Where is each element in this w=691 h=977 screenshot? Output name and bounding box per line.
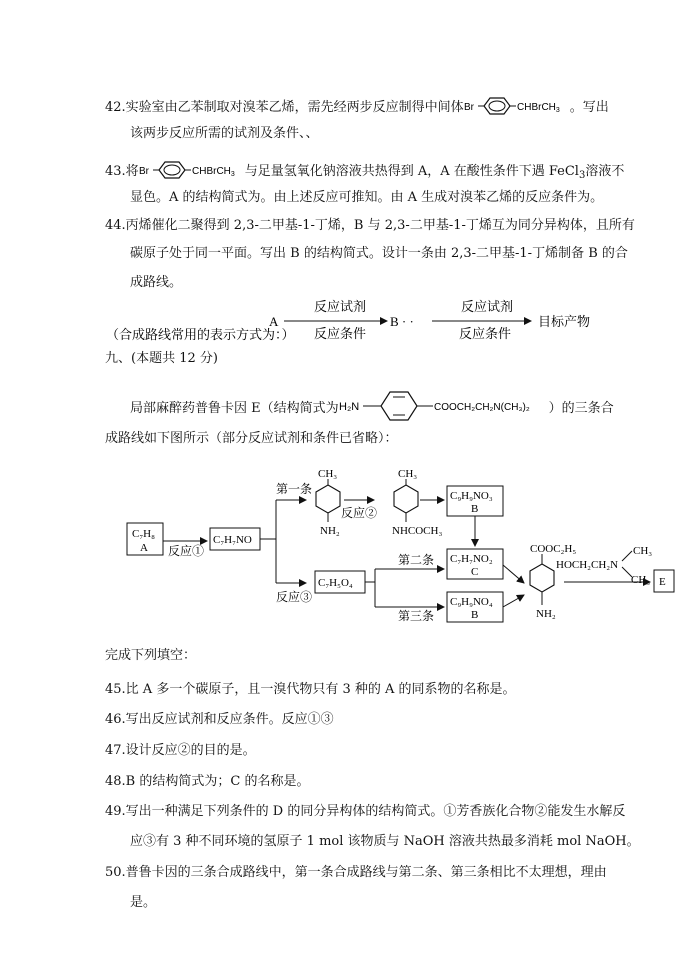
nh2-label-2: NH₂	[536, 608, 556, 620]
route-notation	[0, 297, 691, 347]
q49-line2: 应③有 3 种不同环境的氢原子 1 mol 该物质与 NaOH 溶液共热最多消耗 mol NaOH。	[130, 834, 640, 849]
q43-text-b: 与足量氢氧化钠溶液共热得到 A，A 在酸性条件下遇 FeCl	[244, 164, 579, 179]
route-reagent-2: 反应试剂	[461, 299, 514, 314]
section9-intro-b: ）的三条合	[548, 401, 614, 416]
bromophenyl-structure-icon-2	[139, 160, 245, 180]
box-c7h5o4-formula: C₇H₅O₄	[318, 577, 353, 589]
br-label-2: Br	[138, 166, 149, 177]
box-c-label: C	[471, 566, 479, 578]
section9-intro-a: 局部麻醉药普鲁卡因 E（结构简式为	[130, 401, 339, 416]
reaction-2-label: 反应②	[341, 506, 378, 520]
q44-line1: 44.丙烯催化二聚得到 2,3-二甲基-1-丁烯，B 与 2,3-二甲基-1-丁烯互为同分异构体，且所有	[105, 218, 635, 233]
q50-line1: 50.普鲁卡因的三条合成路线中，第一条合成路线与第二条、第三条相比不太理想，理由	[105, 865, 607, 880]
route-2-label: 第二条	[398, 553, 435, 567]
benzene-ring-3	[530, 564, 554, 592]
q42-text-a: 42.实验室由乙苯制取对溴苯乙烯，需先经两步反应制得中间体	[105, 100, 464, 115]
nhcoch3-label: NHCOCH₃	[392, 525, 443, 537]
route-condition-2: 反应条件	[459, 326, 512, 341]
route-intro: （合成路线常用的表示方式为：）	[106, 327, 295, 342]
ch3-bottom-label: CH₃	[631, 574, 651, 586]
q42-text-b: 。写出	[569, 100, 609, 115]
box-e-label: E	[659, 576, 666, 588]
reaction-scheme	[0, 455, 691, 635]
q46: 46.写出反应试剂和反应条件。反应①③	[105, 712, 334, 727]
ch3-top-label: CH₃	[633, 545, 653, 557]
procaine-structure	[339, 389, 549, 423]
box-b2-formula: C₉H₉NO₄	[450, 596, 493, 608]
route-target: 目标产物	[538, 314, 591, 329]
q43-sub3: 3	[578, 170, 586, 181]
q42-line2: 该两步反应所需的试剂及条件、、	[130, 126, 319, 141]
bromophenyl-structure-icon	[464, 96, 570, 116]
box-c7h7no-formula: C₇H₇NO	[213, 534, 252, 546]
q42-line1	[105, 96, 609, 116]
route-a: A	[269, 314, 279, 329]
q43-line2: 显色。A 的结构简式为。由上述反应可推知。由 A 生成对溴苯乙烯的反应条件为。	[130, 190, 604, 205]
ch3-label-2: CH₃	[398, 468, 418, 480]
q43-text-c: 溶液不	[585, 164, 625, 179]
procaine-ester: COOCH₂CH₂N(CH₃)₂	[433, 402, 530, 413]
box-a-formula: C₇H₈	[132, 528, 155, 540]
q47: 47.设计反应②的目的是。	[105, 743, 256, 758]
section9-intro-line1	[130, 389, 614, 423]
fill-title: 完成下列填空：	[105, 648, 197, 663]
section9-title: 九、(本题共 12 分)	[105, 351, 218, 366]
q44-line2: 碳原子处于同一平面。写出 B 的结构简式。设计一条由 2,3-二甲基-1-丁烯制备 B 的合	[130, 246, 628, 261]
procaine-h2n: H₂N	[338, 401, 359, 413]
q44-line3: 成路线。	[130, 275, 183, 290]
box-a-label: A	[140, 542, 148, 554]
chbrch3-label-2: CHBrCH$_3$	[191, 166, 235, 178]
q48: 48.B 的结构简式为；C 的名称是。	[105, 774, 310, 789]
chbrch3-label: CHBrCH$_3$	[516, 102, 560, 114]
nh2-label-1: NH₂	[320, 525, 340, 537]
benzene-ring-2	[394, 485, 418, 513]
q43-text-a: 43.将	[105, 164, 139, 179]
q43-line1	[105, 160, 624, 184]
hoch2ch2n-label: HOCH₂CH₂N	[556, 559, 619, 571]
br-label: Br	[463, 102, 474, 113]
benzene-ring-1	[316, 485, 340, 513]
cooc2h5-label: COOC₂H₅	[530, 543, 577, 555]
ch3-label-1: CH₃	[318, 468, 338, 480]
q50-line2: 是。	[130, 895, 157, 910]
route-3-label: 第三条	[398, 609, 435, 623]
section9-intro-line2: 成路线如下图所示（部分反应试剂和条件已省略）：	[105, 431, 398, 446]
reaction-3-label: 反应③	[276, 590, 313, 604]
route-1-label: 第一条	[276, 482, 313, 496]
route-condition-1: 反应条件	[314, 326, 367, 341]
box-b-formula: C₉H₉NO₃	[450, 490, 493, 502]
box-b-label: B	[471, 503, 479, 515]
reaction-1-label: 反应①	[168, 544, 205, 558]
box-c-formula: C₇H₇NO₂	[450, 553, 493, 565]
q45: 45.比 A 多一个碳原子，且一溴代物只有 3 种的 A 的同系物的名称是。	[105, 682, 516, 697]
q49-line1: 49.写出一种满足下列条件的 D 的同分异构体的结构简式。①芳香族化合物②能发生水解反	[105, 804, 626, 819]
box-b2-label: B	[471, 609, 479, 621]
route-b: B · ·	[390, 314, 414, 329]
route-reagent-1: 反应试剂	[314, 299, 367, 314]
